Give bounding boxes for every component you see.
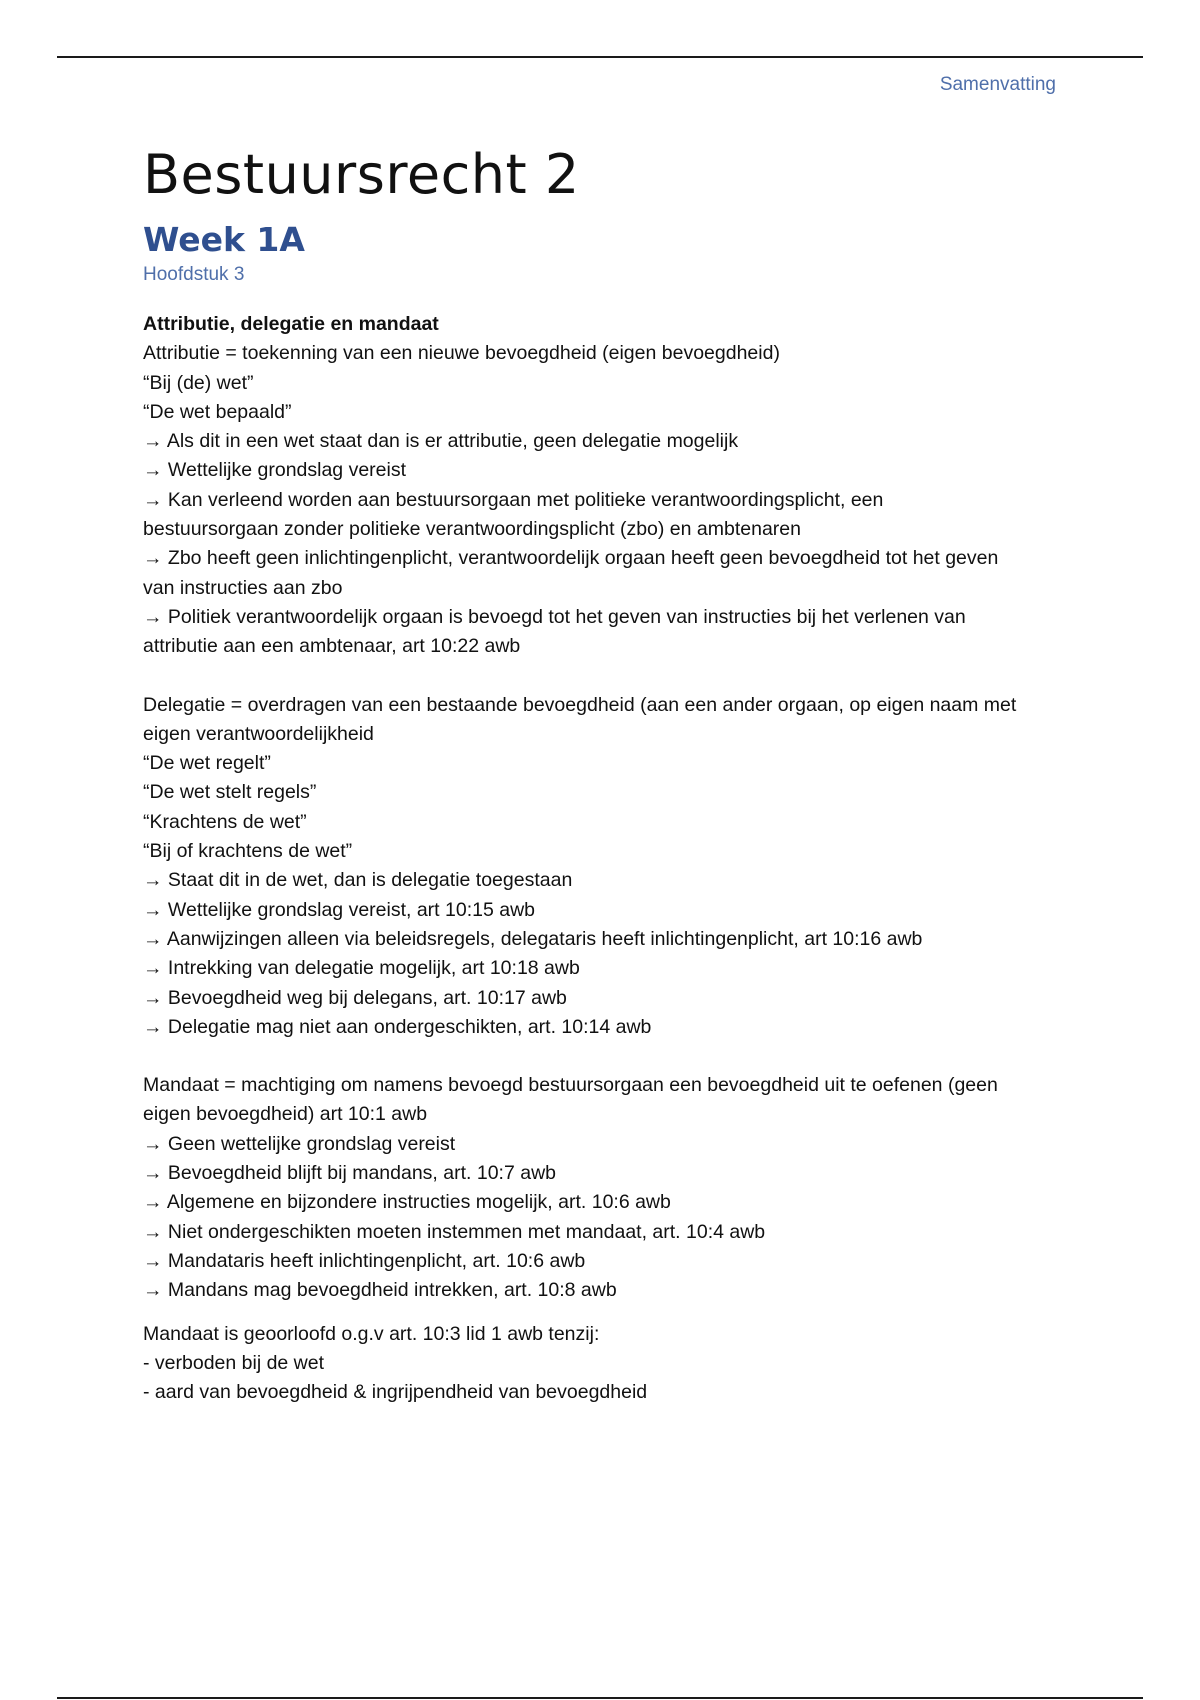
text-line: eigen verantwoordelijkheid [143, 722, 374, 745]
text-line: → Wettelijke grondslag vereist [143, 459, 407, 482]
text-line: “De wet regelt” [143, 752, 271, 775]
text-line: → Staat dit in de wet, dan is delegatie toegestaan [143, 869, 573, 892]
text-line: “De wet stelt regels” [143, 781, 317, 804]
header-rule [57, 56, 1143, 58]
text-line: → Algemene en bijzondere instructies mogelijk, art. 10:6 awb [143, 1191, 671, 1214]
week-heading: Week 1A [143, 220, 305, 259]
text-line: → Intrekking van delegatie mogelijk, art 10:18 awb [143, 957, 580, 980]
mandaat-block [143, 1071, 1063, 1305]
text-line: bestuursorgaan zonder politieke verantwoordingsplicht (zbo) en ambtenaren [143, 518, 801, 541]
mandaat-conditions-block [143, 1320, 1063, 1408]
text-line: Mandaat is geoorloofd o.g.v art. 10:3 lid 1 awb tenzij: [143, 1322, 600, 1345]
text-line: “Bij of krachtens de wet” [143, 840, 353, 863]
text-line: → Aanwijzingen alleen via beleidsregels, delegataris heeft inlichtingenplicht, art 10:16 awb [143, 927, 923, 950]
text-line: “Krachtens de wet” [143, 810, 307, 833]
text-line: → Bevoegdheid blijft bij mandans, art. 10:7 awb [143, 1162, 556, 1185]
text-line: eigen bevoegdheid) art 10:1 awb [143, 1103, 428, 1126]
text-line: → Als dit in een wet staat dan is er attributie, geen delegatie mogelijk [143, 430, 739, 453]
text-line: → Niet ondergeschikten moeten instemmen met mandaat, art. 10:4 awb [143, 1220, 766, 1243]
text-line: → Bevoegdheid weg bij delegans, art. 10:17 awb [143, 986, 567, 1009]
document-title: Bestuursrecht 2 [143, 143, 580, 206]
chapter-subheading: Hoofdstuk 3 [143, 264, 245, 285]
text-line: - verboden bij de wet [143, 1351, 325, 1374]
text-line: → Politiek verantwoordelijk orgaan is bevoegd tot het geven van instructies bij het verlenen van [143, 605, 966, 628]
document-body [143, 138, 1063, 1407]
text-line: van instructies aan zbo [143, 576, 343, 599]
text-line: → Delegatie mag niet aan ondergeschikten, art. 10:14 awb [143, 1015, 652, 1038]
text-line: - aard van bevoegdheid & ingrijpendheid van bevoegdheid [143, 1381, 648, 1404]
text-line: → Kan verleend worden aan bestuursorgaan met politieke verantwoordingsplicht, een [143, 488, 884, 511]
text-line: Attributie = toekenning van een nieuwe bevoegdheid (eigen bevoegdheid) [143, 342, 780, 365]
text-line: “De wet bepaald” [143, 400, 292, 423]
text-line: → Zbo heeft geen inlichtingenplicht, verantwoordelijk orgaan heeft geen bevoegdheid tot het geven [143, 547, 999, 570]
text-line: “Bij (de) wet” [143, 371, 254, 394]
spacer [143, 662, 1063, 691]
text-line: → Wettelijke grondslag vereist, art 10:15 awb [143, 898, 535, 921]
section-heading: Attributie, delegatie en mandaat [143, 313, 439, 335]
text-line: → Mandans mag bevoegdheid intrekken, art. 10:8 awb [143, 1279, 617, 1302]
text-line: → Geen wettelijke grondslag vereist [143, 1132, 456, 1155]
delegatie-block [143, 691, 1063, 1043]
attributie-block [143, 339, 1063, 661]
text-line: → Mandataris heeft inlichtingenplicht, art. 10:6 awb [143, 1249, 586, 1272]
spacer [143, 1042, 1063, 1071]
text-line: Mandaat = machtiging om namens bevoegd bestuursorgaan een bevoegdheid uit te oefenen (geen [143, 1074, 998, 1097]
spacer [143, 1306, 1063, 1320]
text-line: Delegatie = overdragen van een bestaande bevoegdheid (aan een ander orgaan, op eigen naam met [143, 693, 1017, 716]
footer-rule [57, 1697, 1143, 1699]
text-line: attributie aan een ambtenaar, art 10:22 awb [143, 635, 521, 658]
header-label: Samenvatting [939, 74, 1056, 95]
